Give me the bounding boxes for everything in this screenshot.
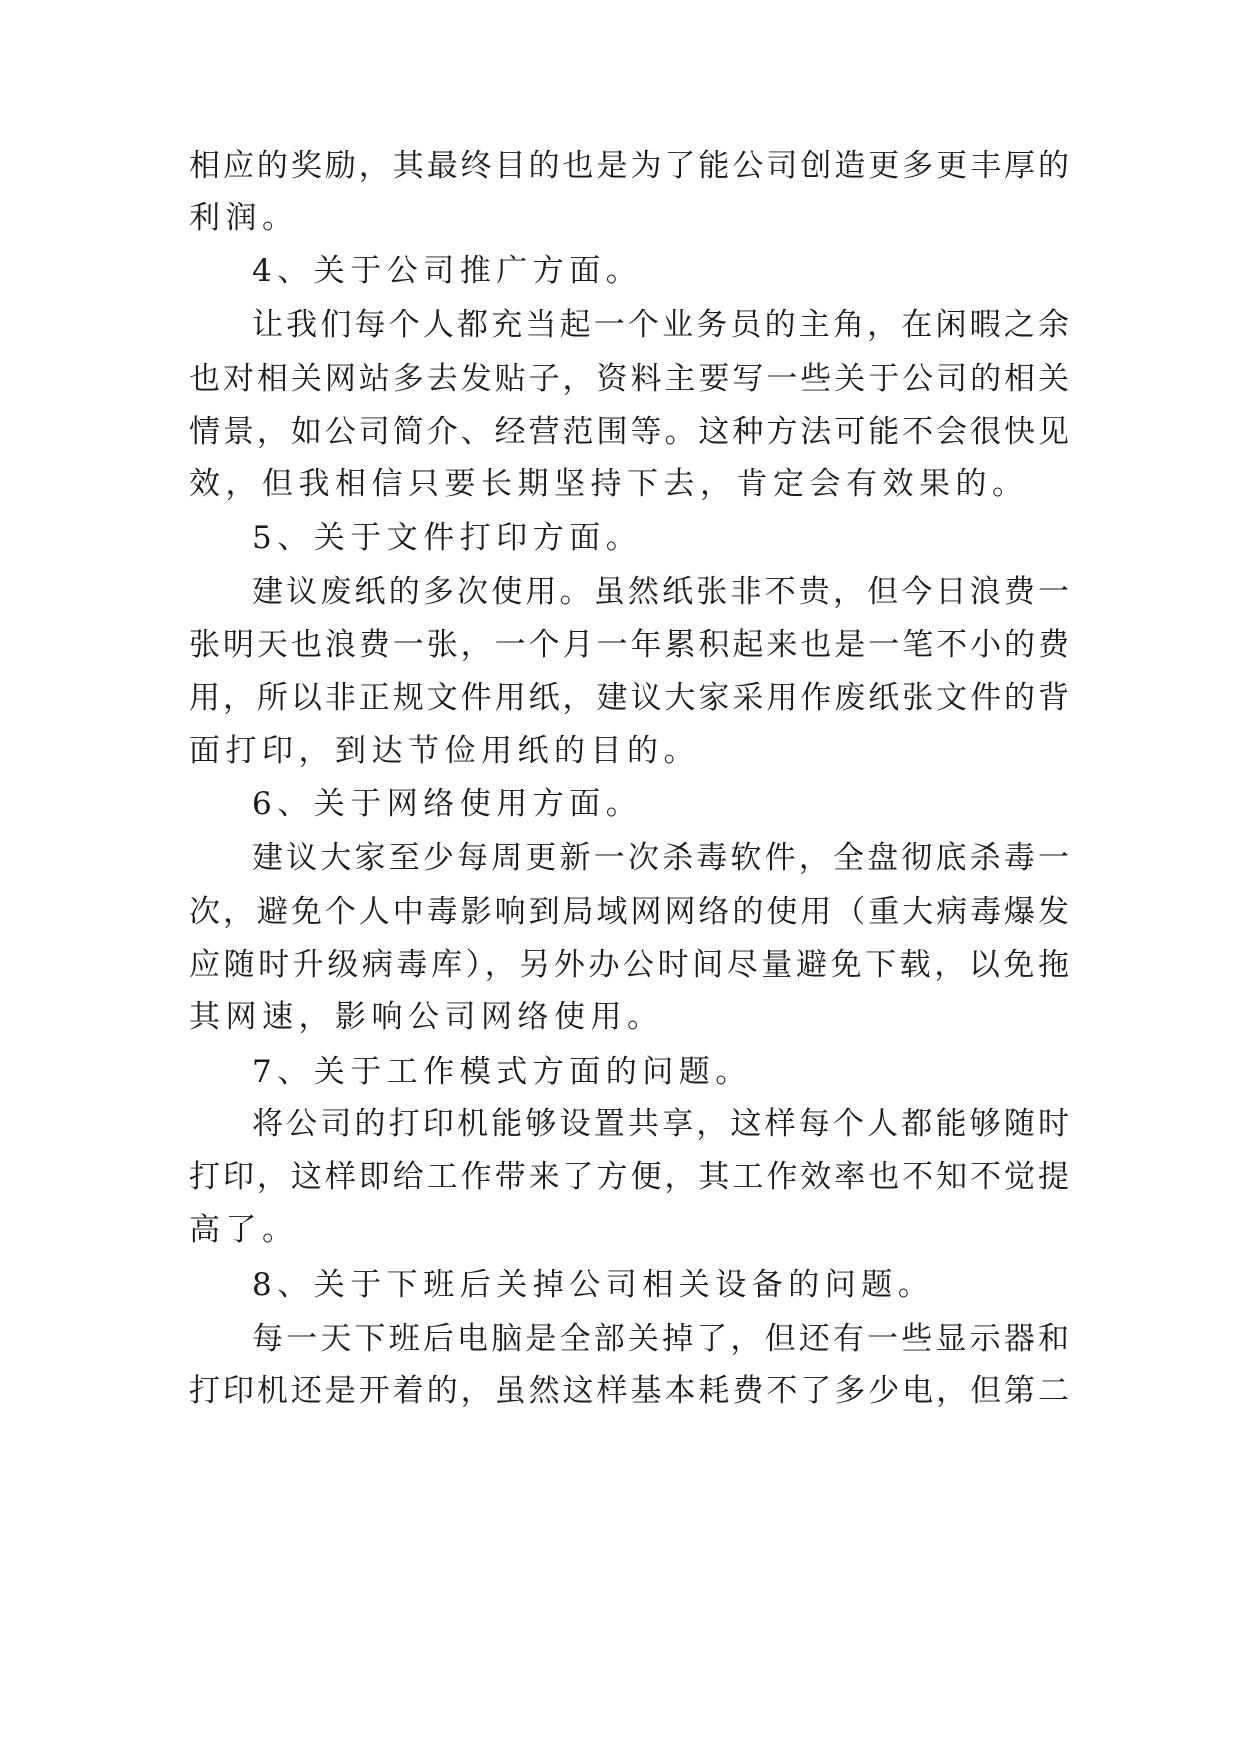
- section-heading: 5、关于文件打印方面。: [252, 520, 643, 556]
- text-line: 也对相关网站多去发贴子，资料主要写一些关于公司的相关: [189, 361, 1069, 397]
- text-line: 打印机还是开着的，虽然这样基本耗费不了多少电，但第二: [189, 1373, 1069, 1409]
- text-line: 效，但我相信只要长期坚持下去，肯定会有效果的。: [189, 466, 1029, 502]
- text-line: 将公司的打印机能够设置共享，这样每个人都能够随时: [252, 1106, 1069, 1142]
- text-line: 相应的奖励，其最终目的也是为了能公司创造更多更丰厚的: [189, 148, 1069, 184]
- text-line: 用，所以非正规文件用纸，建议大家采用作废纸张文件的背: [189, 680, 1069, 716]
- section-heading: 4、关于公司推广方面。: [252, 253, 643, 289]
- text-line: 让我们每个人都充当起一个业务员的主角，在闲暇之余: [252, 307, 1069, 343]
- text-line: 建议废纸的多次使用。虽然纸张非不贵，但今日浪费一: [252, 574, 1069, 610]
- text-line: 利润。: [189, 200, 299, 236]
- text-line: 次，避免个人中毒影响到局域网网络的使用（重大病毒爆发: [189, 894, 1069, 930]
- text-line: 每一天下班后电脑是全部关掉了，但还有一些显示器和: [252, 1321, 1069, 1357]
- section-heading: 6、关于网络使用方面。: [252, 786, 643, 822]
- text-line: 高了。: [189, 1212, 299, 1248]
- text-line: 其网速，影响公司网络使用。: [189, 999, 664, 1035]
- text-line: 应随时升级病毒库），另外办公时间尽量避免下载，以免拖: [189, 947, 1069, 983]
- text-line: 张明天也浪费一张，一个月一年累积起来也是一笔不小的费: [189, 627, 1069, 663]
- text-line: 建议大家至少每周更新一次杀毒软件，全盘彻底杀毒一: [252, 840, 1069, 876]
- text-line: 情景，如公司简介、经营范围等。这种方法可能不会很快见: [189, 414, 1069, 450]
- section-heading: 7、关于工作模式方面的问题。: [252, 1054, 752, 1090]
- text-line: 面打印，到达节俭用纸的目的。: [189, 733, 700, 769]
- text-line: 打印，这样即给工作带来了方便，其工作效率也不知不觉提: [189, 1159, 1069, 1195]
- section-heading: 8、关于下班后关掉公司相关设备的问题。: [252, 1267, 935, 1303]
